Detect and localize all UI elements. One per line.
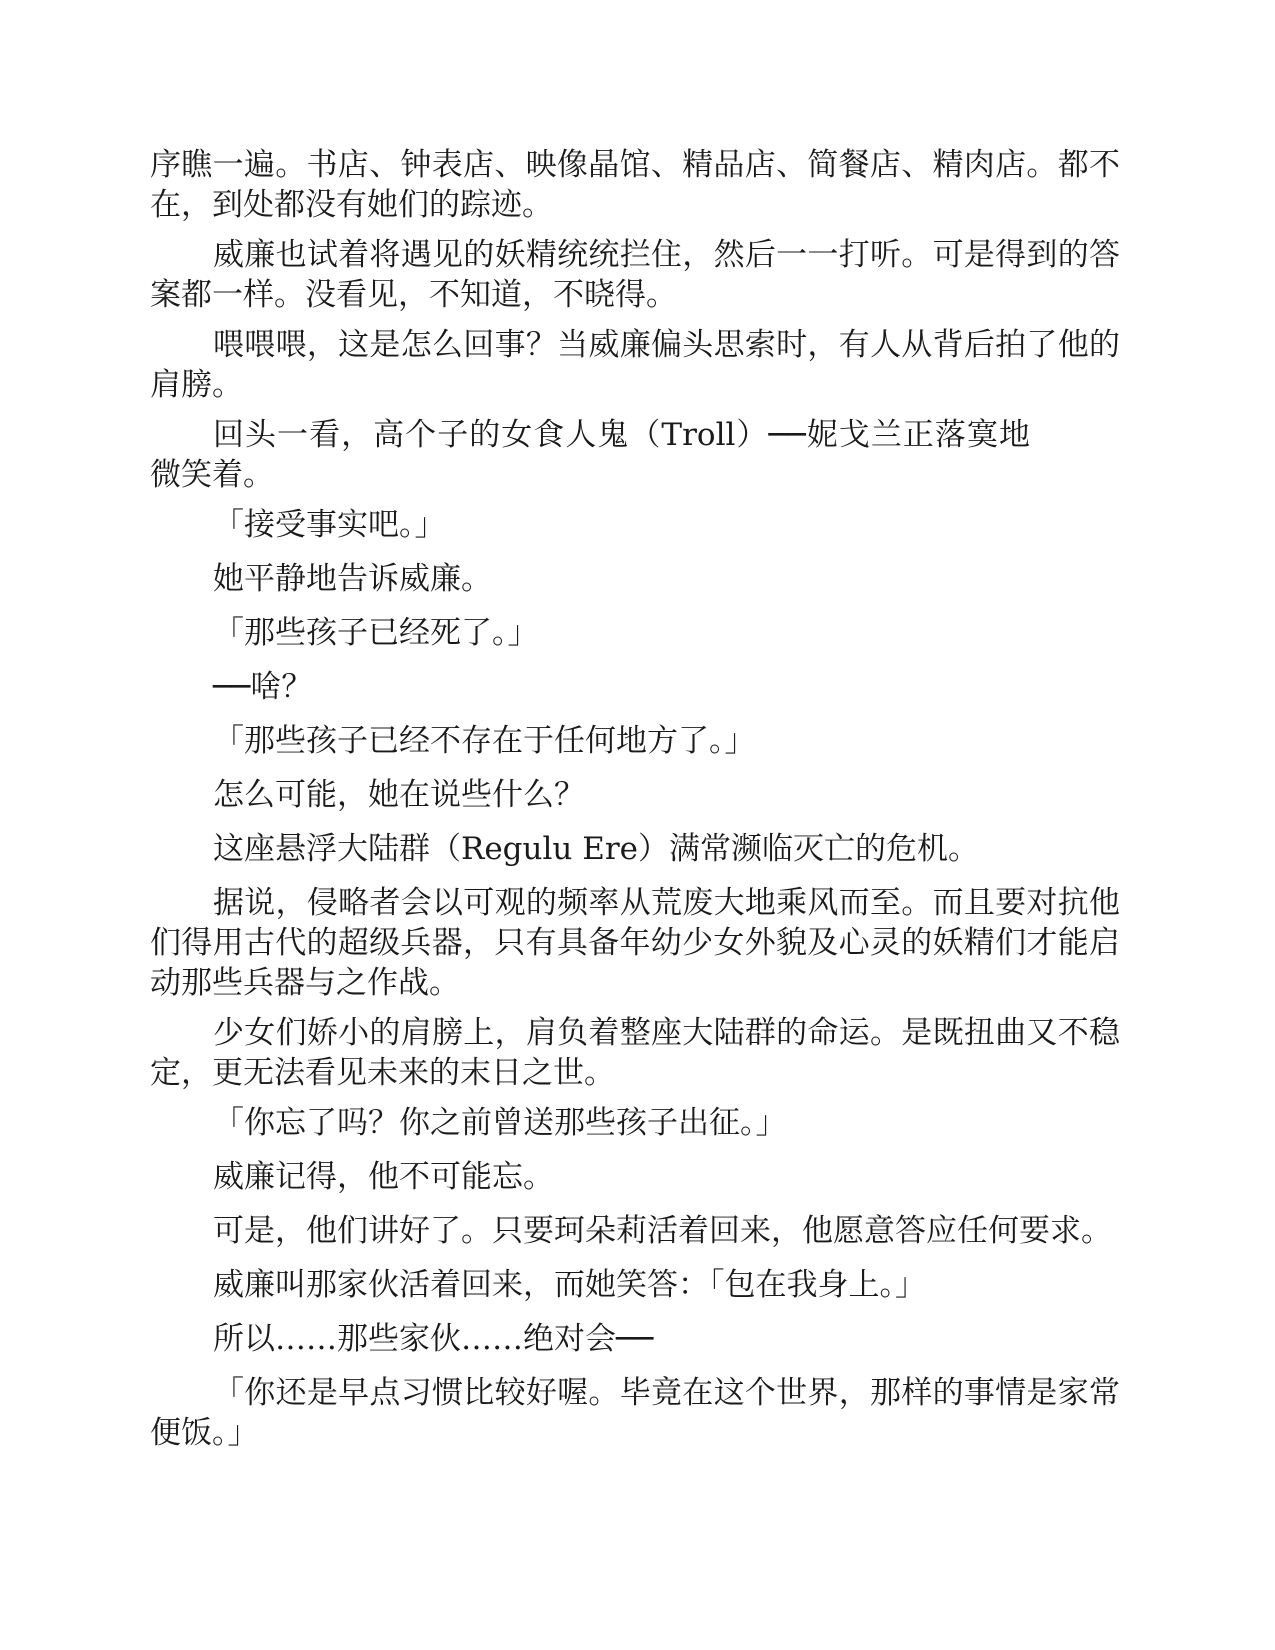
paragraph: 序瞧一遍。书店、钟表店、映像晶馆、精品店、简餐店、精肉店。都不在，到处都没有她们的踪迹。 xyxy=(150,147,1120,223)
paragraph: 可是，他们讲好了。只要珂朵莉活着回来，他愿意答应任何要求。 xyxy=(213,1213,1112,1249)
paragraph: 喂喂喂，这是怎么回事？当威廉偏头思索时，有人从背后拍了他的肩膀。 xyxy=(150,327,1120,403)
paragraph: 据说，侵略者会以可观的频率从荒废大地乘风而至。而且要对抗他们得用古代的超级兵器，只有具备年幼少女外貌及心灵的妖精们才能启动那些兵器与之作战。 xyxy=(150,885,1120,1001)
paragraph: 威廉也试着将遇见的妖精统统拦住，然后一一打听。可是得到的答案都一样。没看见，不知道，不晓得。 xyxy=(150,237,1120,313)
paragraph: 少女们娇小的肩膀上，肩负着整座大陆群的命运。是既扭曲又不稳定，更无法看见未来的末日之世。 xyxy=(150,1015,1120,1091)
document-page xyxy=(150,145,1120,1463)
paragraph: ──啥？ xyxy=(213,669,313,705)
paragraph: 「你还是早点习惯比较好喔。毕竟在这个世界，那样的事情是家常便饭。」 xyxy=(150,1375,1120,1451)
paragraph: 「接受事实吧。」 xyxy=(213,507,446,543)
paragraph: 怎么可能，她在说些什么？ xyxy=(213,777,585,813)
paragraph: 威廉记得，他不可能忘。 xyxy=(213,1159,554,1195)
paragraph: 威廉叫那家伙活着回来，而她笑答：「包在我身上。」 xyxy=(213,1267,926,1303)
paragraph: 「你忘了吗？你之前曾送那些孩子出征。」 xyxy=(213,1105,787,1141)
paragraph: 所以……那些家伙……绝对会── xyxy=(213,1321,654,1357)
paragraph: 「那些孩子已经死了。」 xyxy=(213,615,539,651)
paragraph: 「那些孩子已经不存在于任何地方了。」 xyxy=(213,723,756,759)
paragraph: 回头一看，高个子的女食人鬼（Troll）──妮戈兰正落寞地微笑着。 xyxy=(150,417,1030,493)
paragraph: 这座悬浮大陆群（Regulu Ere）满常濒临灭亡的危机。 xyxy=(213,831,980,867)
paragraph: 她平静地告诉威廉。 xyxy=(213,561,492,597)
